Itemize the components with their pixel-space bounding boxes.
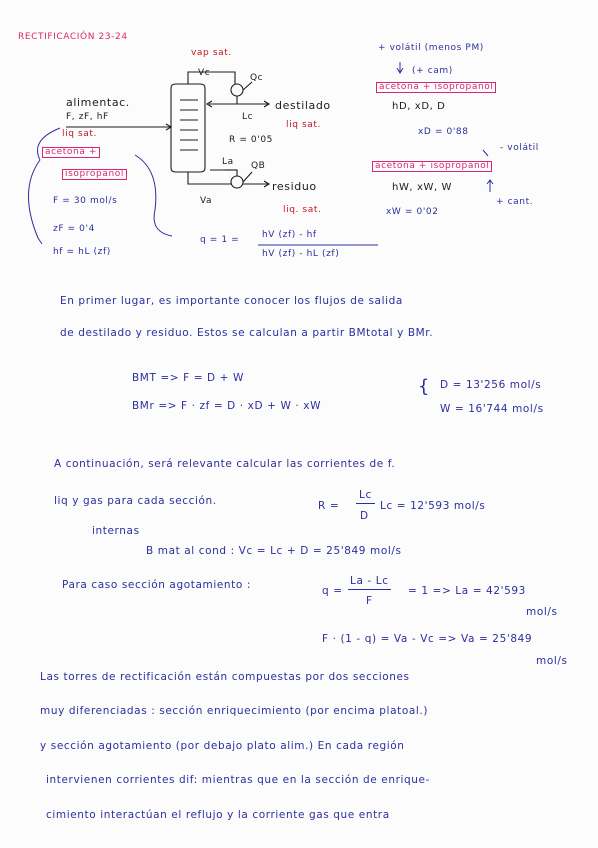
residue-vars: hW, xW, W xyxy=(392,182,453,193)
less-volatile-note: - volátil xyxy=(500,143,539,153)
para3-line2: muy diferenciadas : sección enriquecimiento (por encima platoal.) xyxy=(40,705,429,717)
balance-total: BMT => F = D + W xyxy=(132,372,245,384)
condenser-icon xyxy=(231,84,243,96)
q-equation-lhs: q = 1 = xyxy=(200,235,240,245)
more-volatile-note: + volátil (menos PM) xyxy=(378,43,484,53)
para1-line2: de destilado y residuo. Estos se calculan a partir BMtotal y BMr. xyxy=(60,327,434,339)
mixture-top: acetona + isopropanol xyxy=(376,82,496,93)
r-den: D xyxy=(360,510,369,522)
condenser-balance: B mat al cond : Vc = Lc + D = 25'849 mol/s xyxy=(146,545,402,557)
residue-state: liq. sat. xyxy=(283,205,322,215)
w-result: W = 16'744 mol/s xyxy=(440,403,544,415)
lc-label: Lc xyxy=(242,112,254,122)
brace-icon: { xyxy=(418,376,430,397)
q-equation-denominator: hV (zf) - hL (zf) xyxy=(262,249,340,259)
q-den: F xyxy=(366,595,373,607)
para3-line3: y sección agotamiento (por debajo plato alim.) En cada región xyxy=(40,740,405,752)
residue-label: residuo xyxy=(272,180,317,193)
q-lhs: q = xyxy=(322,585,343,597)
column-body xyxy=(171,84,205,172)
para3-line1: Las torres de rectificación están compuestas por dos secciones xyxy=(40,671,410,683)
qc-label: Qc xyxy=(250,73,264,83)
la-result: = 1 => La = 42'593 xyxy=(408,585,526,597)
feed-state: liq sat. xyxy=(62,129,97,139)
para3-line4: intervienen corrientes dif: mientras que en la sección de enrique- xyxy=(46,774,430,786)
feed-label: alimentac. xyxy=(66,96,130,109)
feed-enthalpy: hf = hL (zf) xyxy=(53,247,111,257)
reboiler-icon xyxy=(231,176,243,188)
feed-flow: F = 30 mol/s xyxy=(53,196,118,206)
vap-sat-label: vap sat. xyxy=(191,48,232,58)
para1-line1: En primer lugar, es importante conocer los flujos de salida xyxy=(60,295,403,307)
qb-label: QB xyxy=(251,161,266,171)
para3-line5: cimiento interactúan el reflujo y la corriente gas que entra xyxy=(46,809,390,821)
q-equation-numerator: hV (zf) - hf xyxy=(262,230,317,240)
para2-line2: liq y gas para cada sección. xyxy=(54,495,217,507)
stripping-intro: Para caso sección agotamiento : xyxy=(62,579,251,591)
q-num: La - Lc xyxy=(348,576,391,590)
va-result: F · (1 - q) = Va - Vc => Va = 25'849 xyxy=(322,633,533,645)
vc-label: Vc xyxy=(198,68,211,78)
reflux-ratio: R = 0'05 xyxy=(229,135,273,145)
distillate-vars: hD, xD, D xyxy=(392,101,446,112)
temperature-note-top: (+ cam) xyxy=(412,66,453,76)
internas-note: internas xyxy=(92,525,140,537)
page-title: RECTIFICACIÓN 23-24 xyxy=(18,32,128,42)
component-2: isopropanol xyxy=(62,169,127,180)
balance-component: BMr => F · zf = D · xD + W · xW xyxy=(132,400,322,412)
r-eq: R = xyxy=(318,500,340,512)
xd-value: xD = 0'88 xyxy=(418,127,469,137)
distillate-label: destilado xyxy=(275,99,331,112)
va-units: mol/s xyxy=(536,655,568,667)
la-units: mol/s xyxy=(526,606,558,618)
va-label: Va xyxy=(200,196,213,206)
lc-result: Lc = 12'593 mol/s xyxy=(380,500,486,512)
feed-composition: zF = 0'4 xyxy=(53,224,95,234)
feed-vars: F, zF, hF xyxy=(66,112,109,122)
d-result: D = 13'256 mol/s xyxy=(440,379,542,391)
temperature-note-bottom: + cant. xyxy=(496,197,534,207)
para2-line1: A continuación, será relevante calcular las corrientes de f. xyxy=(54,458,396,470)
component-1: acetona + xyxy=(42,147,100,158)
distillate-state: liq sat. xyxy=(286,120,321,130)
mixture-bottom: acetona + isopropanol xyxy=(372,161,492,172)
r-num: Lc xyxy=(356,490,375,504)
la-label: La xyxy=(222,157,234,167)
xw-value: xW = 0'02 xyxy=(386,207,439,217)
